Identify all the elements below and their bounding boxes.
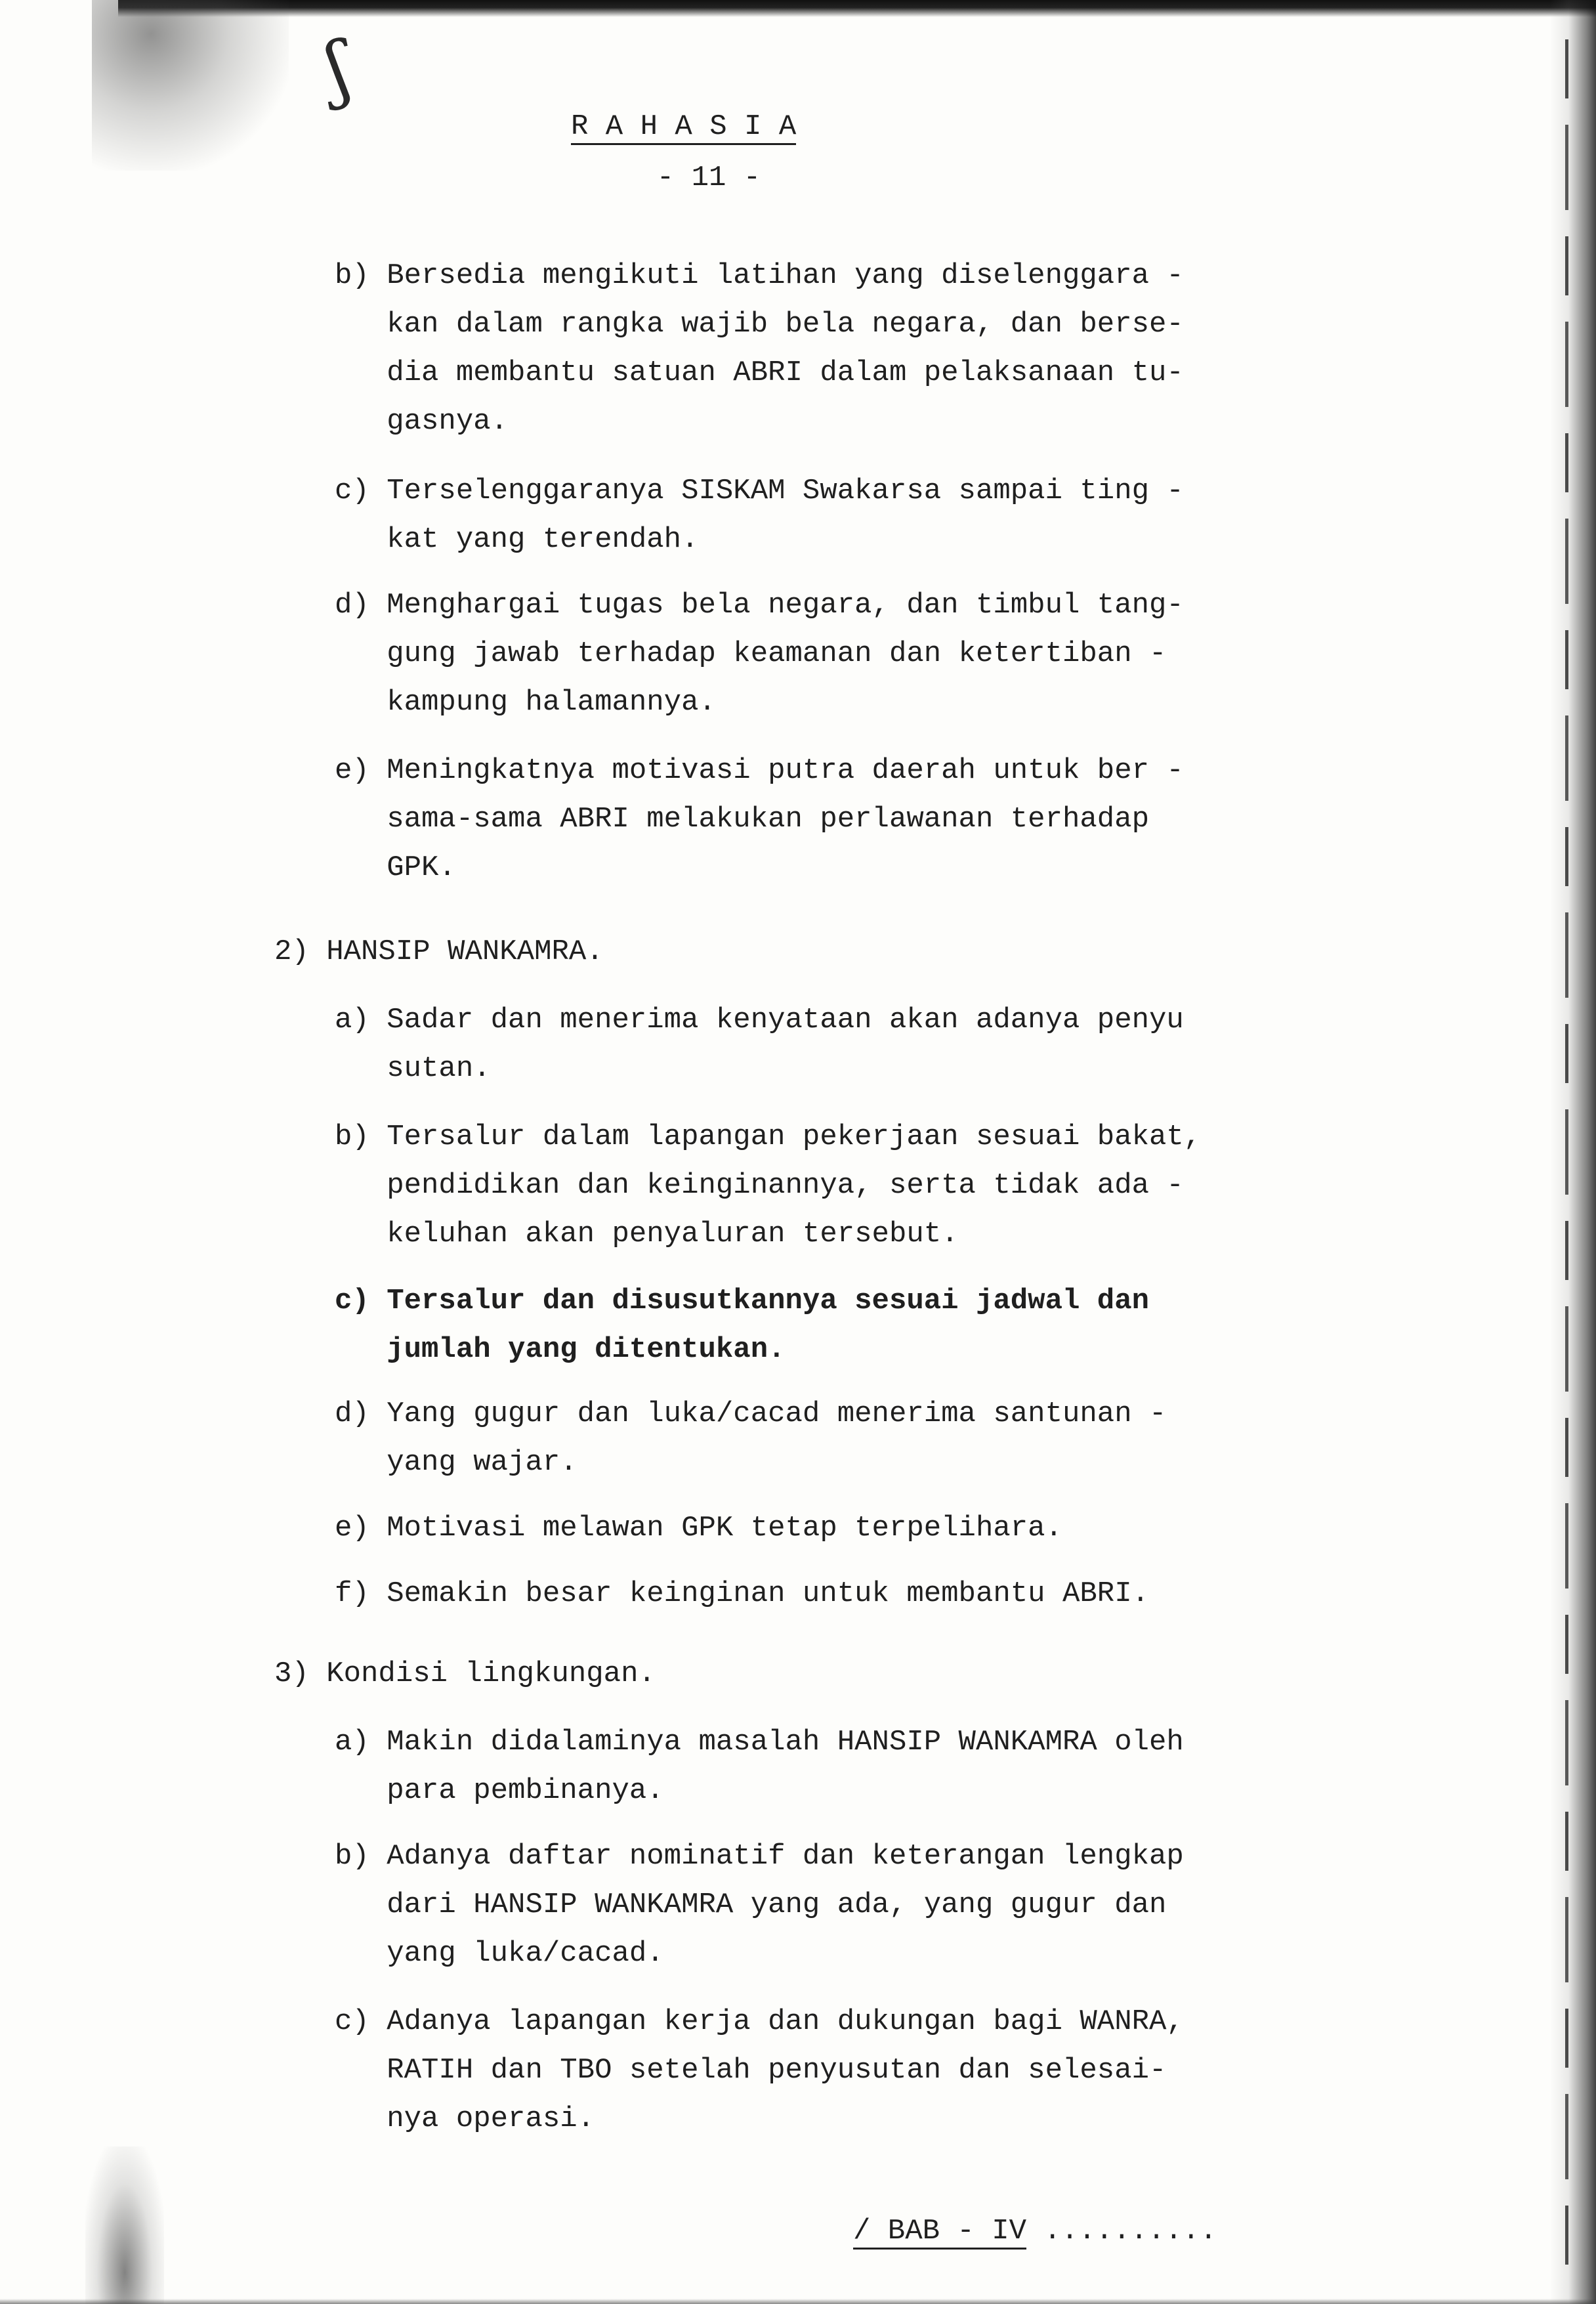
section-heading: 2) HANSIP WANKAMRA.	[274, 935, 604, 968]
text-line: e) Meningkatnya motivasi putra daerah untuk ber -	[335, 754, 1184, 787]
text-line: c) Tersalur dan disusutkannya sesuai jadwal dan	[335, 1285, 1150, 1317]
scan-edge-line-right	[1565, 39, 1568, 2271]
text-line: pendidikan dan keinginannya, serta tidak ada -	[335, 1169, 1184, 1202]
text-line: kat yang terendah.	[335, 523, 699, 556]
text-line: dia membantu satuan ABRI dalam pelaksanaan tu-	[335, 356, 1184, 389]
page-number: - 11 -	[656, 161, 761, 194]
text-line: c) Adanya lapangan kerja dan dukungan bagi WANRA,	[335, 2005, 1184, 2038]
text-line: dari HANSIP WANKAMRA yang ada, yang gugur dan	[335, 1888, 1167, 1921]
text-line: b) Adanya daftar nominatif dan keterangan lengkap	[335, 1840, 1184, 1873]
text-line: gasnya.	[335, 405, 509, 438]
scan-shadow-right	[1550, 0, 1596, 2304]
text-line: jumlah yang ditentukan.	[335, 1333, 786, 1366]
scan-shadow-top	[118, 0, 1596, 17]
text-line: b) Bersedia mengikuti latihan yang diselenggara -	[335, 259, 1184, 292]
handwritten-mark: ʃ	[320, 25, 356, 112]
text-line: c) Terselenggaranya SISKAM Swakarsa sampai ting -	[335, 475, 1184, 507]
classification-header: R A H A S I A	[571, 110, 847, 143]
text-line: yang luka/cacad.	[335, 1937, 664, 1970]
text-line: gung jawab terhadap keamanan dan ketertiban -	[335, 637, 1167, 670]
text-line: yang wajar.	[335, 1446, 578, 1479]
text-line: sama-sama ABRI melakukan perlawanan terhadap	[335, 803, 1150, 836]
scan-smudge-top-left	[92, 0, 289, 171]
leader-dots: ..........	[1026, 2215, 1217, 2248]
text-line: f) Semakin besar keinginan untuk membantu ABRI.	[335, 1577, 1150, 1610]
text-line: RATIH dan TBO setelah penyusutan dan selesai-	[335, 2054, 1167, 2087]
section-heading: 3) Kondisi lingkungan.	[274, 1657, 656, 1690]
text-line: d) Menghargai tugas bela negara, dan timbul tang-	[335, 589, 1184, 622]
next-chapter-reference	[853, 2215, 1217, 2248]
text-line: a) Sadar dan menerima kenyataan akan adanya penyu	[335, 1004, 1184, 1036]
text-line: nya operasi.	[335, 2102, 595, 2135]
text-line: d) Yang gugur dan luka/cacad menerima santunan -	[335, 1397, 1167, 1430]
text-line: para pembinanya.	[335, 1774, 664, 1807]
scan-shadow-bottom	[0, 2299, 1596, 2304]
text-line: kampung halamannya.	[335, 686, 716, 719]
text-line: sutan.	[335, 1052, 491, 1085]
text-line: GPK.	[335, 851, 456, 884]
scan-smudge-bottom-left	[85, 2146, 164, 2304]
text-line: b) Tersalur dalam lapangan pekerjaan sesuai bakat,	[335, 1120, 1202, 1153]
text-line: e) Motivasi melawan GPK tetap terpelihara.	[335, 1512, 1062, 1545]
text-line: a) Makin didalaminya masalah HANSIP WANKAMRA oleh	[335, 1726, 1184, 1759]
text-line: keluhan akan penyaluran tersebut.	[335, 1218, 959, 1250]
text-line: kan dalam rangka wajib bela negara, dan berse-	[335, 308, 1184, 341]
next-chapter-label: / BAB - IV	[853, 2215, 1026, 2250]
